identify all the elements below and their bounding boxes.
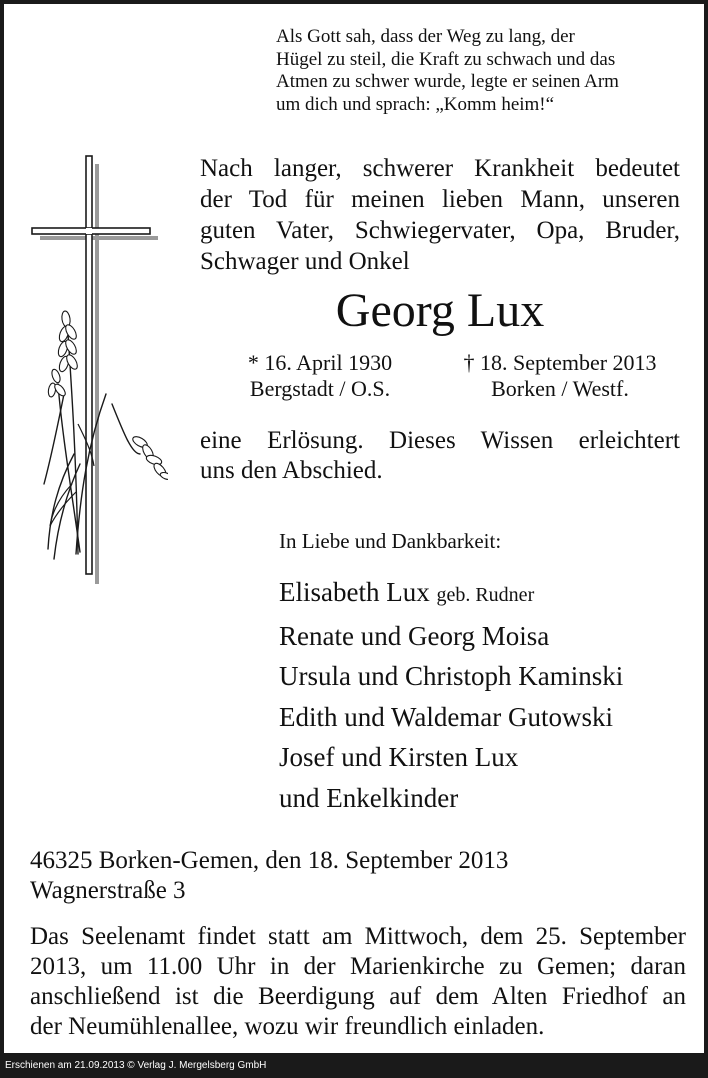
motto-line: Atmen zu schwer wurde, legte er seinen Arm: [276, 71, 619, 92]
cross-with-wheat-icon: [28, 154, 168, 584]
motto-line: um dich und sprach: „Komm heim!“: [276, 93, 555, 115]
mourner-item: [279, 572, 623, 616]
intro-text: [200, 153, 680, 277]
motto-line: Hügel zu steil, die Kraft zu schwach und das: [276, 48, 616, 70]
address-street: Wagnerstraße 3: [30, 877, 186, 904]
publication-footer: Erschienen am 21.09.2013 © Verlag J. Mergelsberg GmbH: [0, 1054, 708, 1078]
death-info: [440, 350, 680, 402]
service-line: Das Seelenamt findet statt am Mittwoch, dem 25. September: [30, 923, 686, 950]
mourner-item: Josef und Kirsten Lux: [279, 742, 519, 772]
death-place: Borken / Westf.: [491, 376, 629, 401]
birth-info: [200, 350, 440, 402]
outro-line: eine Erlösung. Dieses Wissen erleichtert: [200, 427, 680, 454]
motto-line: Als Gott sah, dass der Weg zu lang, der: [276, 26, 575, 47]
death-date: † 18. September 2013: [463, 350, 657, 375]
mourner-item: Edith und Waldemar Gutowski: [279, 701, 614, 732]
birth-date: * 16. April 1930: [247, 350, 393, 375]
maiden-name-note: geb. Rudner: [436, 584, 535, 606]
service-line: anschließend ist die Beerdigung auf dem Alten Friedhof an: [30, 983, 686, 1010]
intro-line: Nach langer, schwerer Krankheit bedeutet: [200, 155, 680, 182]
thanks-heading: In Liebe und Dankbarkeit:: [279, 529, 502, 553]
outro-line: uns den Abschied.: [200, 457, 383, 484]
service-line: 2013, um 11.00 Uhr in der Marienkirche zu Gemen; daran: [30, 953, 686, 980]
mourner-name: Elisabeth Lux: [279, 577, 430, 607]
mourner-item: und Enkelkinder: [279, 782, 459, 813]
mourner-item: Ursula und Christoph Kaminski: [279, 661, 624, 691]
mourners-list: [279, 572, 623, 818]
birth-place: Bergstadt / O.S.: [249, 376, 391, 401]
obituary-card: [4, 4, 704, 1053]
motto-verse: [276, 26, 686, 116]
intro-line: Schwager und Onkel: [200, 248, 410, 275]
address-block: [30, 846, 508, 906]
intro-line: guten Vater, Schwiegervater, Opa, Bruder,: [200, 217, 680, 244]
address-place-date: 46325 Borken-Gemen, den 18. September 2013: [30, 847, 509, 874]
outro-text: [200, 426, 680, 486]
service-line: der Neumühlenallee, wozu wir freundlich einladen.: [30, 1013, 545, 1040]
intro-line: der Tod für meinen lieben Mann, unseren: [200, 186, 680, 213]
service-details: [30, 922, 686, 1042]
mourner-item: Renate und Georg Moisa: [279, 620, 550, 651]
deceased-name: Georg Lux: [335, 284, 545, 337]
